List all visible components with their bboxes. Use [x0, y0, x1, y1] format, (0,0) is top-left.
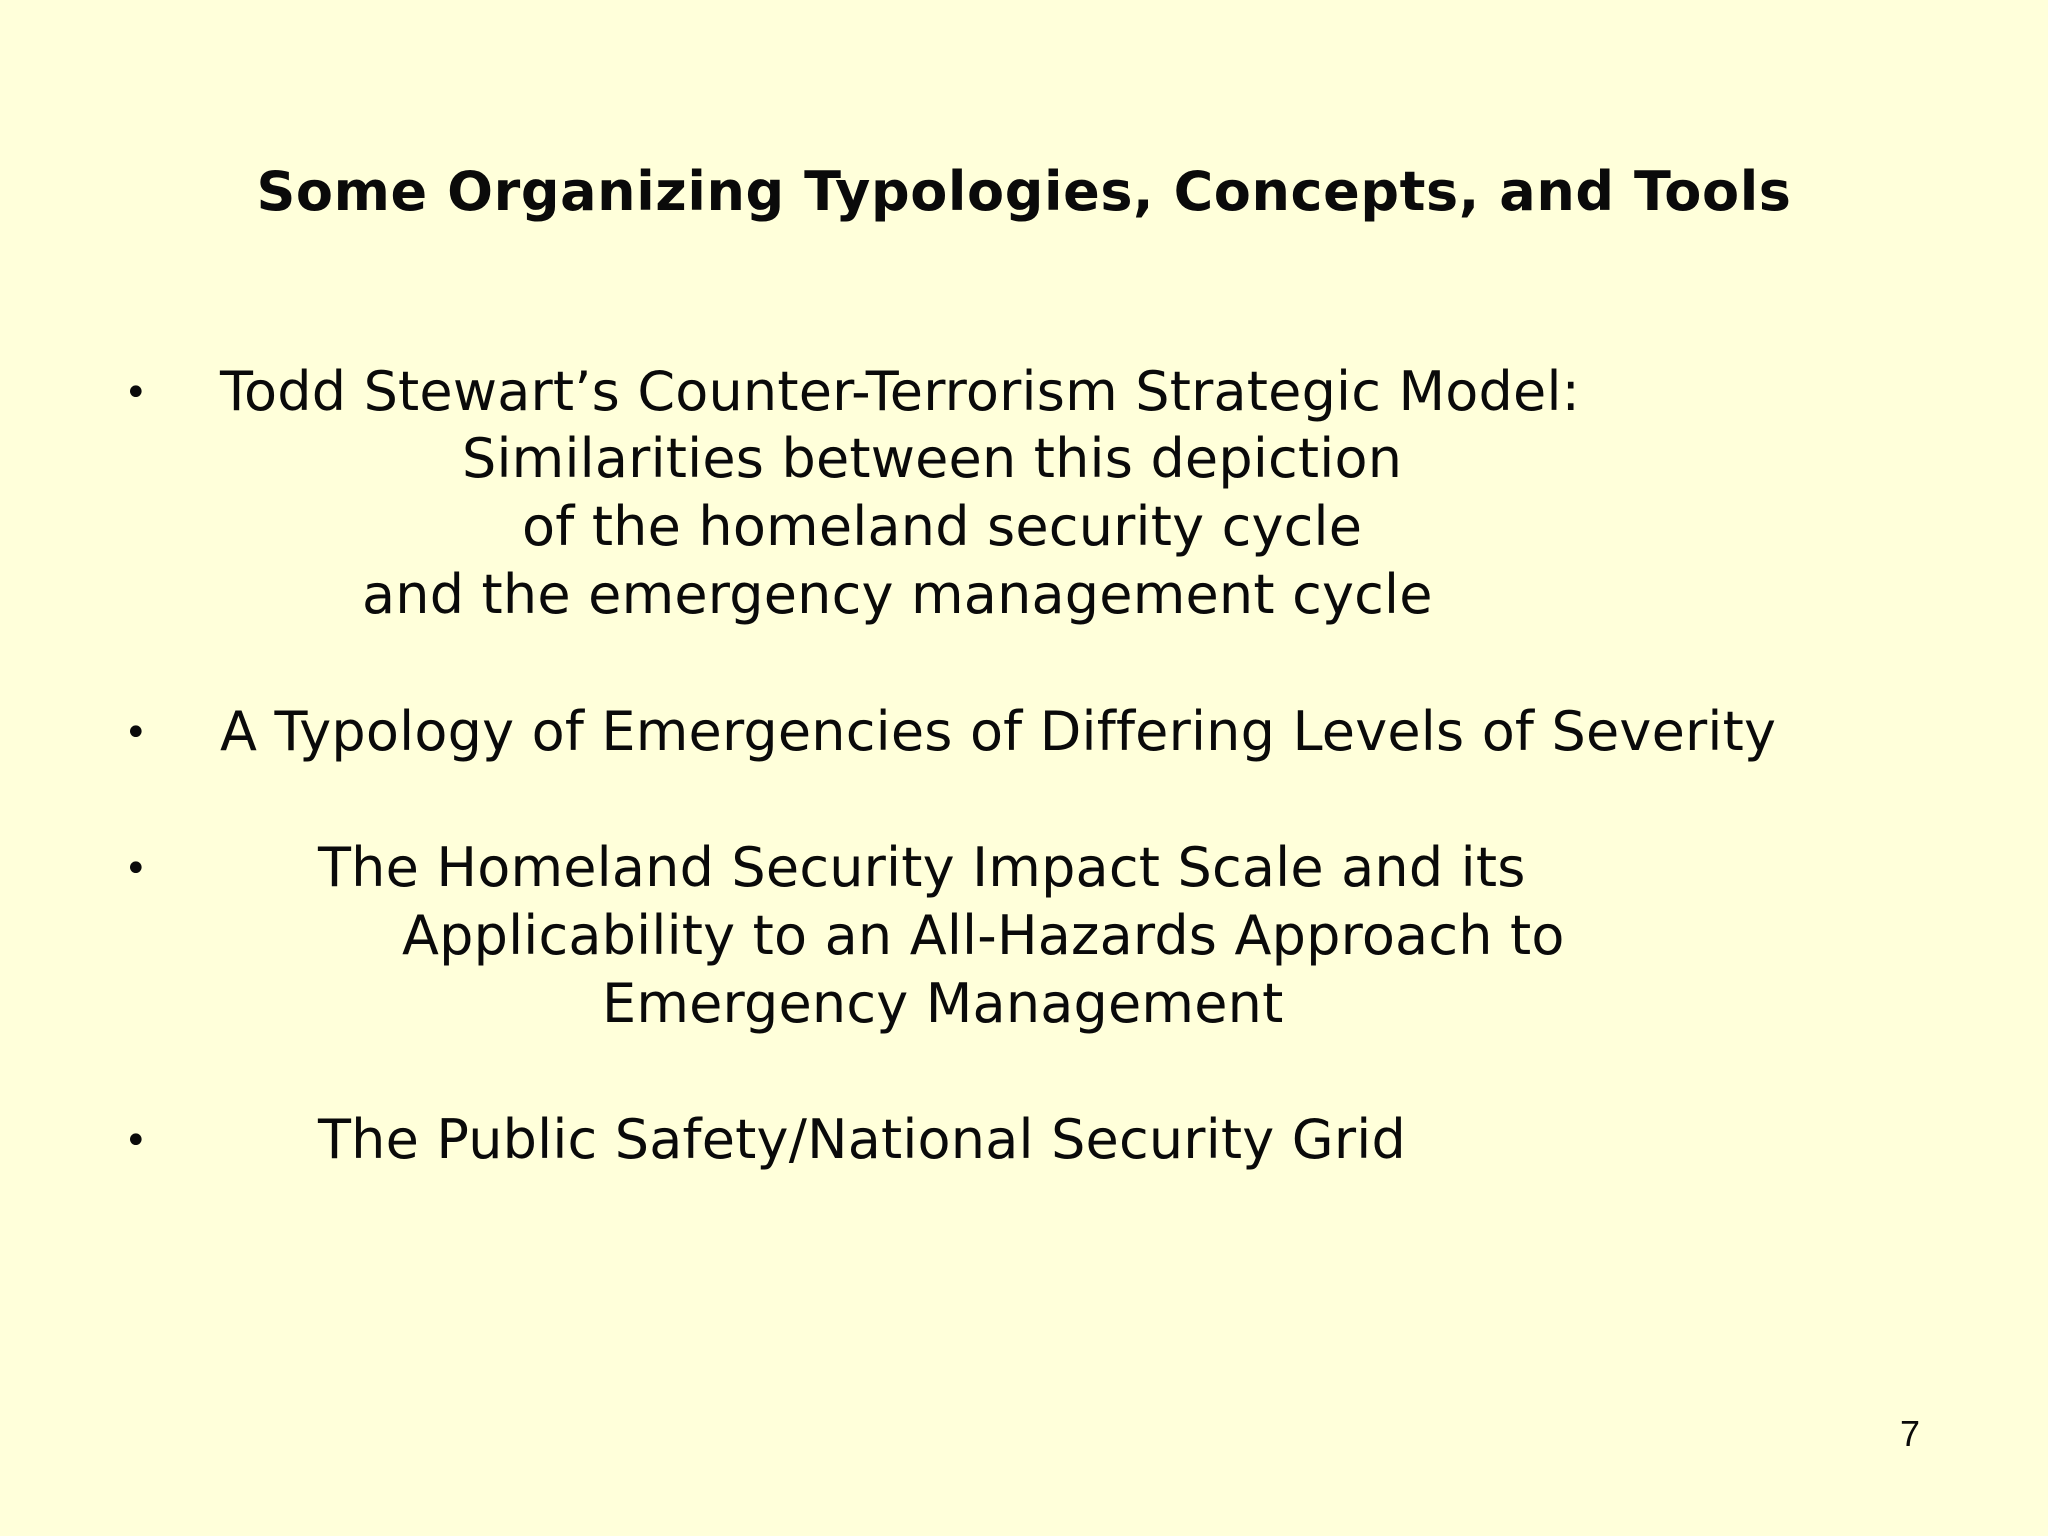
bullet-text-line: The Homeland Security Impact Scale and its [318, 836, 1526, 899]
bullet-text-line: Applicability to an All-Hazards Approach to [402, 904, 1565, 967]
bullet-icon: • [124, 846, 148, 892]
bullet-text-line: Todd Stewart’s Counter-Terrorism Strategic Model: [220, 360, 1581, 423]
bullet-text-line: A Typology of Emergencies of Differing Levels of Severity [220, 700, 1777, 763]
slide-title: Some Organizing Typologies, Concepts, and Tools [256, 160, 1792, 223]
bullet-text-line: Emergency Management [602, 972, 1284, 1035]
bullet-icon: • [124, 710, 148, 756]
page-number: 7 [1900, 1413, 1921, 1454]
bullet-text-line: of the homeland security cycle [522, 495, 1363, 558]
bullet-text-line: and the emergency management cycle [362, 563, 1433, 626]
bullet-icon: • [124, 370, 148, 416]
bullet-icon: • [124, 1118, 148, 1164]
bullet-text-line: Similarities between this depiction [462, 427, 1403, 490]
bullet-text-line: The Public Safety/National Security Grid [318, 1108, 1406, 1171]
